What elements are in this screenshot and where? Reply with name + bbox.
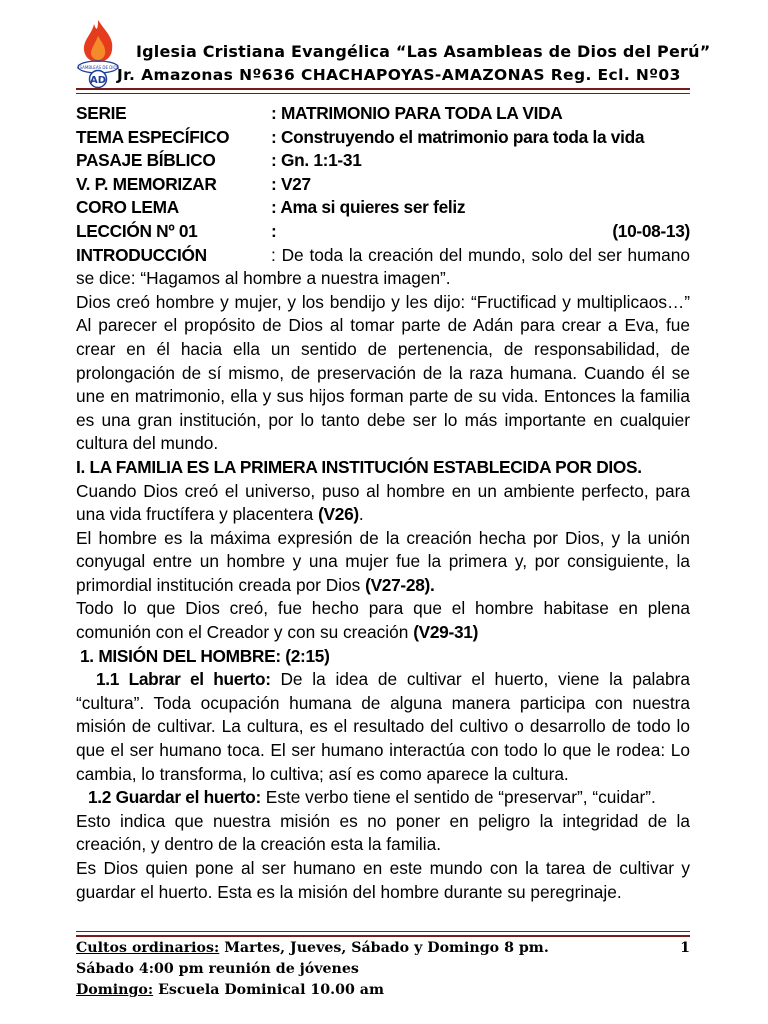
meta-leccion: LECCIÓN Nº 01 : (10-08-13) — [76, 220, 690, 244]
paragraph-6: Es Dios quien pone al ser humano en este mundo con la tarea de cultivar y guardar el huerto. Esta es la misión del hombre durante su peregrinaje. — [76, 858, 690, 902]
paragraph-1: Dios creó hombre y mujer, y los bendijo y les dijo: “Fructificad y multiplicaos…” Al parecer el propósito de Dios al tomar parte de Adán para crear a Eva, fue crear en él hacia ella un sentido de pertenencia, de responsabilidad, de prolongación de sí mismo, de preservación de la raza humana. Cuando él se une en matrimonio, ella y sus hijos forman parte de su vida. Entonces la familia es una gran institución, por lo tanto debe ser lo más importante en cualquier cultura del mundo. — [76, 291, 690, 454]
intro-label: INTRODUCCIÓN — [76, 244, 207, 265]
meta-serie: SERIE : MATRIMONIO PARA TODA LA VIDA — [76, 103, 563, 123]
svg-text:ASAMBLEAS DE DIOS: ASAMBLEAS DE DIOS — [76, 65, 120, 70]
verse-ref: (V26) — [318, 504, 359, 525]
footer-cultos: Cultos ordinarios: Martes, Jueves, Sábado y Domingo 8 pm. 1 — [76, 938, 690, 959]
paragraph-3: El hombre es la máxima expresión de la creación hecha por Dios, y la unión conyugal entre un hombre y una mujer fue la primera y, por consiguiente, la primordial institución creada por Dios (V27-28). — [76, 527, 690, 595]
intro-paragraph — [76, 244, 690, 291]
lesson-date: (10-08-13) — [612, 220, 690, 241]
church-name: Iglesia Cristiana Evangélica “Las Asambleas de Dios del Perú” — [136, 42, 711, 61]
paragraph-guardar: 1.2 Guardar el huerto: Este verbo tiene el sentido de “preservar”, “cuidar”. — [88, 787, 656, 808]
section-heading-1: I. LA FAMILIA ES LA PRIMERA INSTITUCIÓN ESTABLECIDA POR DIOS. — [76, 456, 642, 477]
lesson-content — [76, 102, 690, 904]
subheading-guardar: 1.2 Guardar el huerto: — [88, 787, 261, 808]
paragraph-2: Cuando Dios creó el universo, puso al hombre en un ambiente perfecto, para una vida fructífera y placentera (V26). — [76, 480, 690, 525]
subheading-mision: 1. MISIÓN DEL HOMBRE: (2:15) — [80, 645, 330, 666]
cultos-label: Cultos ordinarios: — [76, 940, 220, 956]
footer — [76, 938, 690, 1001]
meta-pasaje: PASAJE BÍBLICO : Gn. 1:1-31 — [76, 150, 362, 171]
footer-sabado: Sábado 4:00 pm reunión de jóvenes — [76, 961, 359, 977]
meta-tema: TEMA ESPECÍFICO : Construyendo el matrimonio para toda la vida — [76, 126, 645, 147]
header-rule-thick — [76, 88, 690, 90]
meta-coro: CORO LEMA : Ama si quieres ser feliz — [76, 197, 466, 218]
church-address: Jr. Amazonas Nº636 CHACHAPOYAS-AMAZONAS Reg. Ecl. Nº03 — [117, 66, 681, 84]
domingo-label: Domingo: — [76, 982, 154, 998]
svg-text:AD: AD — [89, 75, 107, 86]
footer-rule-thin — [76, 931, 690, 932]
footer-rule-thick — [76, 935, 690, 937]
paragraph-4: Todo lo que Dios creó, fue hecho para que el hombre habitase en plena comunión con el Creador y con su creación (V29-31) — [76, 598, 690, 643]
header-rule-thin — [76, 93, 690, 94]
footer-domingo: Domingo: Escuela Dominical 10.00 am — [76, 982, 384, 998]
paragraph-5: Esto indica que nuestra misión es no poner en peligro la integridad de la creación, y dentro de la creación esta la familia. — [76, 810, 690, 855]
subheading-labrar: 1.1 Labrar el huerto: — [96, 669, 271, 690]
paragraph-labrar: 1.1 Labrar el huerto: De la idea de cultivar el huerto, viene la palabra “cultura”. Toda ocupación humana de alguna manera participa con nuestra misión de cultivar. La cultura, es el resultado del cultivo o desarrollo de todo lo que el ser humano toca. El ser humano interactúa con todo lo que le rodea: Lo cambia, lo transforma, lo cultiva; así es como aparece la cultura. — [76, 669, 690, 784]
church-logo — [76, 18, 120, 88]
meta-versiculo: V. P. MEMORIZAR : V27 — [76, 173, 311, 194]
verse-ref: (V29-31) — [413, 622, 479, 643]
page-number: 1 — [680, 940, 690, 956]
intro-text: : De toda la creación del mundo, solo del ser humano se dice: “Hagamos al hombre a nuestra imagen”. — [76, 244, 690, 289]
verse-ref: (V27-28). — [365, 574, 435, 595]
